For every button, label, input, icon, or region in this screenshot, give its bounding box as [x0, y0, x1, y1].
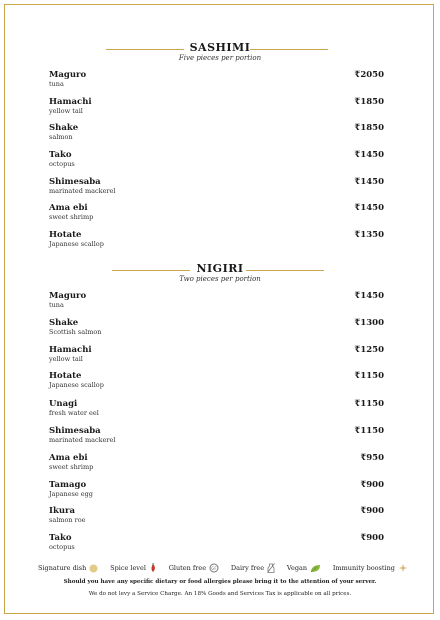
menu-item — [0, 371, 440, 395]
item-description: tuna — [49, 80, 64, 88]
menu-item — [0, 399, 440, 423]
section-subtitle: Two pieces per portion — [179, 275, 261, 283]
section-title: SASHIMI — [189, 41, 251, 54]
legend-item — [287, 564, 321, 573]
menu-item — [0, 345, 440, 369]
menu-item — [0, 123, 440, 147]
menu-item — [0, 453, 440, 477]
item-price: ₹900 — [360, 480, 384, 490]
legend-item — [110, 563, 157, 573]
legend-label: Signature dish — [38, 564, 87, 572]
item-name: Shake — [49, 318, 79, 328]
menu-item — [0, 480, 440, 504]
item-name: Hamachi — [49, 345, 92, 355]
allergy-note: Should you have any specific dietary or food allergies please bring it to the attention of your server. — [63, 579, 377, 585]
item-name: Tako — [49, 150, 72, 160]
item-name: Shake — [49, 123, 79, 133]
dairy-free-icon — [267, 563, 275, 573]
item-name: Hotate — [49, 230, 82, 240]
item-price: ₹2050 — [354, 70, 384, 80]
item-description: octopus — [49, 160, 75, 168]
item-price: ₹1350 — [354, 230, 384, 240]
menu-item — [0, 318, 440, 342]
item-description: marinated mackerel — [49, 436, 116, 444]
item-description: tuna — [49, 301, 64, 309]
legend-label: Spice level — [110, 564, 146, 572]
vegan-leaf-icon — [310, 564, 321, 573]
item-price: ₹1850 — [354, 97, 384, 107]
item-name: Maguro — [49, 70, 87, 80]
item-name: Shimesaba — [49, 177, 101, 187]
item-name: Maguro — [49, 291, 87, 301]
item-name: Ama ebi — [49, 453, 88, 463]
item-price: ₹1450 — [354, 291, 384, 301]
menu-item — [0, 70, 440, 94]
item-description: yellow tail — [49, 355, 83, 363]
item-price: ₹1250 — [354, 345, 384, 355]
dietary-legend — [38, 563, 408, 573]
legend-item — [333, 563, 408, 573]
item-price: ₹950 — [360, 453, 384, 463]
legend-label: Vegan — [286, 564, 308, 572]
item-name: Ikura — [49, 506, 76, 516]
gluten-free-icon — [209, 563, 219, 573]
svg-text:GF: GF — [211, 565, 217, 571]
item-price: ₹1850 — [354, 123, 384, 133]
item-name: Hamachi — [49, 97, 92, 107]
section-subtitle: Five pieces per portion — [178, 54, 262, 62]
legend-label: Immunity boosting — [332, 564, 395, 572]
item-description: Scottish salmon — [49, 328, 102, 336]
item-price: ₹1450 — [354, 150, 384, 160]
item-price: ₹900 — [360, 506, 384, 516]
menu-item — [0, 150, 440, 174]
item-price: ₹1150 — [354, 399, 384, 409]
section-title: NIGIRI — [196, 262, 244, 275]
legend-label: Gluten free — [168, 564, 207, 572]
item-name: Shimesaba — [49, 426, 101, 436]
chili-icon — [149, 563, 157, 573]
tax-note: We do not levy a Service Charge. An 18% Goods and Services Tax is applicable on all prices. — [88, 591, 352, 597]
menu-item — [0, 97, 440, 121]
item-description: fresh water eel — [49, 409, 99, 417]
item-description: Japanese scallop — [49, 240, 104, 248]
item-name: Ama ebi — [49, 203, 88, 213]
item-price: ₹1450 — [354, 177, 384, 187]
item-description: Japanese egg — [49, 490, 93, 498]
legend-item — [38, 564, 98, 573]
legend-label: Dairy free — [230, 564, 265, 572]
item-description: salmon roe — [49, 516, 86, 524]
menu-item — [0, 291, 440, 315]
item-price: ₹1150 — [354, 371, 384, 381]
menu-item — [0, 177, 440, 201]
item-description: octopus — [49, 543, 75, 551]
item-description: yellow tail — [49, 107, 83, 115]
item-name: Tako — [49, 533, 72, 543]
menu-item — [0, 203, 440, 227]
item-price: ₹1450 — [354, 203, 384, 213]
item-name: Tamago — [49, 480, 87, 490]
menu-item — [0, 230, 440, 254]
legend-item — [169, 563, 219, 573]
item-name: Hotate — [49, 371, 82, 381]
item-name: Unagi — [49, 399, 78, 409]
item-price: ₹1150 — [354, 426, 384, 436]
item-description: sweet shrimp — [49, 463, 94, 471]
immunity-icon — [398, 563, 408, 573]
item-description: Japanese scallop — [49, 381, 104, 389]
menu-item — [0, 506, 440, 530]
item-price: ₹900 — [360, 533, 384, 543]
item-description: salmon — [49, 133, 73, 141]
item-price: ₹1300 — [354, 318, 384, 328]
item-description: sweet shrimp — [49, 213, 94, 221]
menu-item — [0, 533, 440, 557]
item-description: marinated mackerel — [49, 187, 116, 195]
menu-item — [0, 426, 440, 450]
legend-item — [231, 563, 275, 573]
signature-dish-icon — [89, 564, 98, 573]
